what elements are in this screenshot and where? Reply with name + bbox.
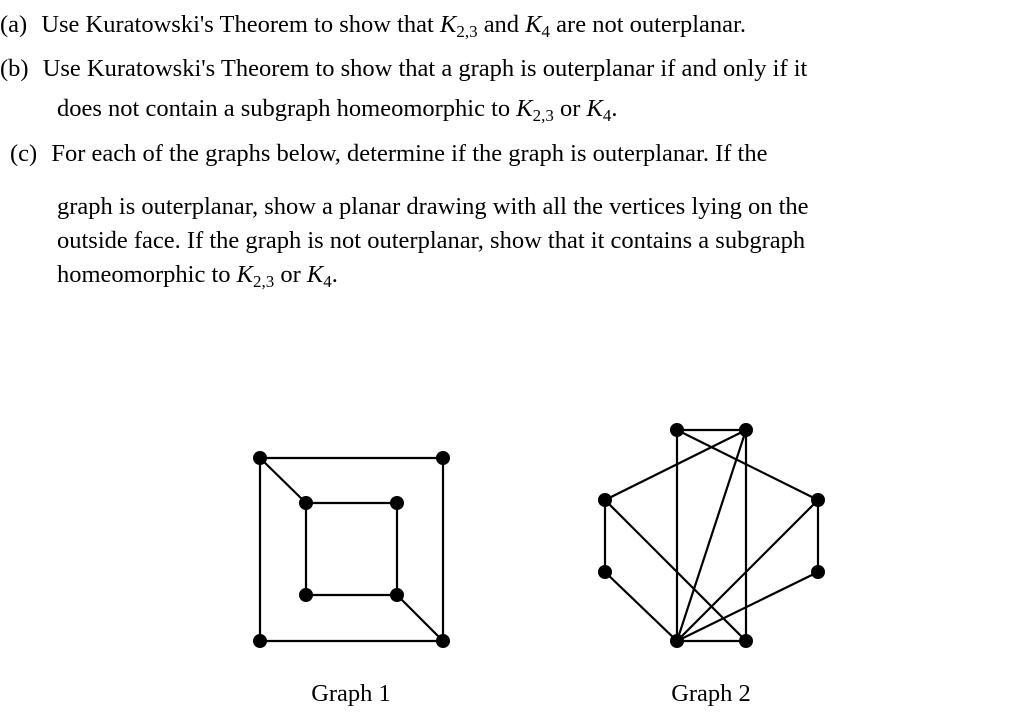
part-c-text-2: graph is outerplanar, show a planar drawing with all the vertices lying on the — [57, 193, 809, 220]
graph-2-vertex — [598, 565, 612, 579]
graph-1-vertex — [253, 451, 267, 465]
part-c-or: or — [280, 261, 301, 288]
graph-1-vertex — [436, 634, 450, 648]
part-c-end: . — [331, 261, 338, 288]
graph-2-edge — [677, 500, 818, 641]
graph-2-edge — [605, 430, 746, 500]
part-a-text-1: Use Kuratowski's Theorem to show that — [41, 11, 434, 38]
graph-1-edge — [260, 458, 306, 503]
graph-1-vertex — [390, 496, 404, 510]
graph-2-vertex — [670, 423, 684, 437]
graph-2-vertex — [811, 565, 825, 579]
graph-1-vertex — [253, 634, 267, 648]
graph-2-edge — [677, 430, 818, 500]
graph-2-vertex — [598, 493, 612, 507]
graph-2-edge — [605, 572, 677, 641]
graph-2 — [605, 430, 818, 641]
graph-1-vertex — [299, 496, 313, 510]
math-k4: $K_4$ — [586, 95, 612, 125]
part-c-text-4: homeomorphic to — [57, 261, 231, 288]
math-k4: $K_4$ — [306, 261, 332, 291]
part-c-text-1: For each of the graphs below, determine if the graph is outerplanar. If the — [51, 140, 768, 167]
graph-2-vertex — [811, 493, 825, 507]
part-b-text-1: Use Kuratowski's Theorem to show that a graph is outerplanar if and only if it — [42, 55, 808, 82]
part-a-text-3: are not outerplanar. — [556, 11, 746, 38]
graph-2-edge — [677, 430, 746, 641]
math-k23: $K_{2,3}$ — [236, 261, 275, 291]
part-b-end: . — [611, 95, 618, 122]
part-c-text-3: outside face. If the graph is not outerplanar, show that it contains a subgraph — [57, 227, 806, 254]
graph-2-vertex — [739, 634, 753, 648]
math-k23: $K_{2,3}$ — [439, 11, 478, 41]
part-c-label: (c) — [10, 140, 38, 167]
graph-2-vertex — [670, 634, 684, 648]
graph-1-vertex — [390, 588, 404, 602]
math-k4: $K_4$ — [525, 11, 551, 41]
graph-2-caption: Graph 2 — [671, 680, 751, 707]
part-b-text-2: does not contain a subgraph homeomorphic to — [57, 95, 511, 122]
part-a-text-2: and — [483, 11, 520, 38]
graph-2-edge — [677, 572, 818, 641]
graph-1 — [260, 458, 443, 641]
graph-1-edge — [397, 595, 443, 641]
graph-2-edge — [605, 500, 746, 641]
part-b-label: (b) — [0, 55, 29, 82]
graph-2-vertex — [739, 423, 753, 437]
part-a-label: (a) — [0, 11, 28, 38]
part-b-or: or — [560, 95, 581, 122]
graph-1-vertex — [436, 451, 450, 465]
graph-1-vertex — [299, 588, 313, 602]
math-k23: $K_{2,3}$ — [516, 95, 554, 125]
graph-1-caption: Graph 1 — [311, 680, 391, 707]
